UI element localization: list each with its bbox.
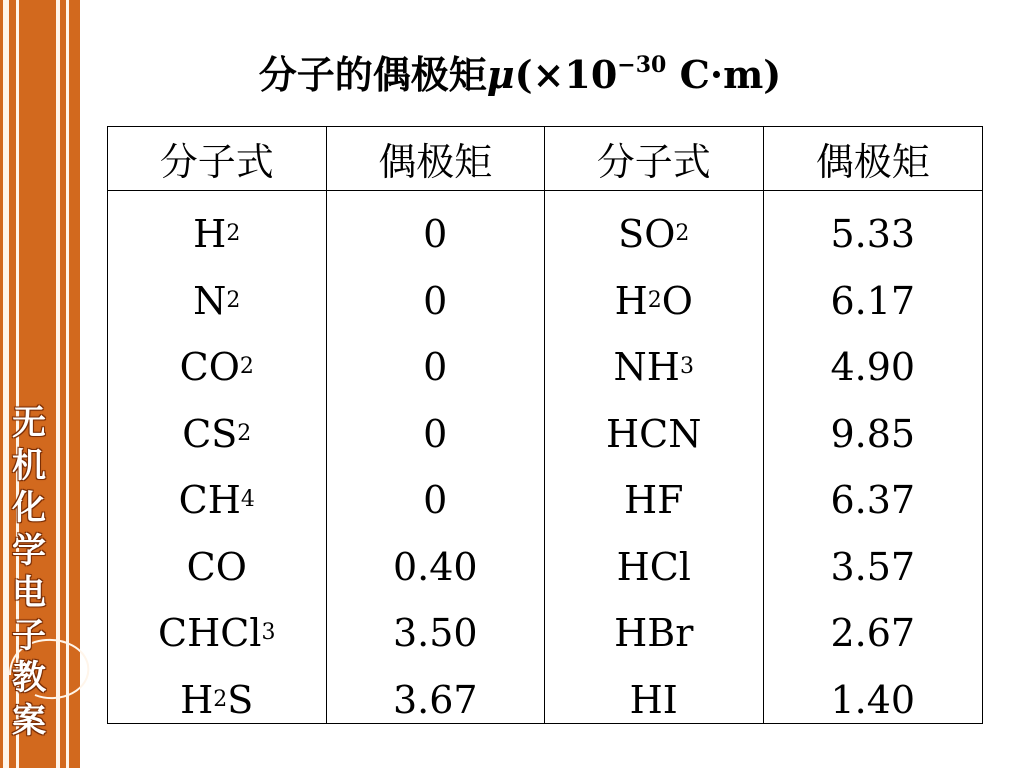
vertical-char: 机 (12, 445, 46, 486)
formula-main: N (193, 278, 227, 323)
formula-cell (108, 534, 326, 601)
dipole-value-cell: 0 (423, 212, 448, 257)
right-formula-column (545, 191, 764, 723)
formula-main: H (180, 677, 214, 722)
dipole-value-cell: 5.33 (830, 212, 916, 257)
left-decorative-band (0, 0, 80, 768)
formula-main: HCN (606, 411, 702, 456)
table-body (108, 191, 982, 723)
header-formula: 分子式 (545, 127, 764, 190)
title-unit-open: (×10 (514, 52, 618, 97)
formula-cell: CHCl 3 (158, 611, 276, 656)
formula-main: SO (618, 212, 676, 257)
header-formula: 分子式 (108, 127, 327, 190)
formula-main: NH (613, 345, 680, 390)
formula-main: CO (179, 345, 240, 390)
dipole-value-cell: 9.85 (830, 411, 916, 456)
formula-cell (545, 401, 763, 468)
dipole-value-cell: 0 (423, 478, 448, 523)
formula-main: H (614, 278, 648, 323)
header-dipole: 偶极矩 (815, 140, 930, 184)
dipole-value-cell: 0 (423, 411, 448, 456)
title-symbol: μ (486, 52, 515, 97)
title-exponent: −30 (617, 52, 667, 78)
vertical-char: 电 (12, 573, 46, 613)
formula-tail: O (661, 278, 693, 323)
dipole-value-cell: 0 (423, 345, 448, 390)
dipole-value-cell: 3.57 (830, 544, 916, 589)
title-unit-close: C·m) (666, 52, 782, 97)
formula-cell: H 2 S (180, 677, 254, 722)
formula-cell: H 2 O (614, 278, 693, 323)
formula-cell: NH 3 (613, 345, 694, 390)
table-header-row (108, 127, 982, 191)
dipole-value-cell: 0 (423, 278, 448, 323)
formula-main: HI (629, 677, 678, 722)
header-dipole: 偶极矩 (327, 127, 546, 190)
formula-cell: N 2 (193, 278, 241, 323)
formula-cell: CO 2 (179, 345, 254, 390)
formula-main: CH (178, 478, 241, 523)
formula-tail: S (227, 677, 254, 722)
vertical-course-title (6, 402, 52, 742)
formula-cell (545, 534, 763, 601)
formula-cell: CH 4 (178, 478, 255, 523)
dipole-value-cell: 1.40 (830, 677, 916, 722)
title-prefix: 分子的偶极矩 (258, 53, 487, 97)
formula-main: CHCl (158, 611, 262, 656)
formula-cell (545, 667, 763, 734)
dipole-value-cell: 0.40 (392, 544, 478, 589)
dipole-value-cell: 3.50 (392, 611, 478, 656)
formula-main: H (193, 212, 227, 257)
dipole-value-cell: 2.67 (830, 611, 916, 656)
formula-cell: SO 2 (618, 212, 690, 257)
vertical-char: 案 (12, 700, 46, 741)
formula-main: HBr (614, 611, 694, 656)
vertical-char: 教 (12, 658, 46, 698)
dipole-value-cell: 4.90 (830, 345, 916, 390)
dipole-value-cell: 6.37 (830, 478, 916, 523)
dipole-moment-table (107, 126, 983, 724)
right-value-column (764, 191, 983, 723)
left-formula-column (108, 191, 327, 723)
formula-main: HF (623, 478, 684, 523)
formula-main: CS (182, 411, 238, 456)
formula-cell (545, 600, 763, 667)
vertical-char: 化 (12, 488, 46, 528)
vertical-char: 学 (12, 530, 46, 571)
formula-main: CO (186, 544, 247, 589)
vertical-char: 子 (12, 615, 46, 656)
slide-title (160, 44, 880, 99)
left-value-column (327, 191, 546, 723)
vertical-char: 无 (12, 403, 46, 443)
dipole-value-cell: 6.17 (830, 278, 916, 323)
dipole-value-cell: 3.67 (392, 677, 478, 722)
formula-cell: H 2 (193, 212, 241, 257)
formula-cell (545, 467, 763, 534)
formula-cell: CS 2 (182, 411, 252, 456)
formula-main: HCl (616, 544, 691, 589)
